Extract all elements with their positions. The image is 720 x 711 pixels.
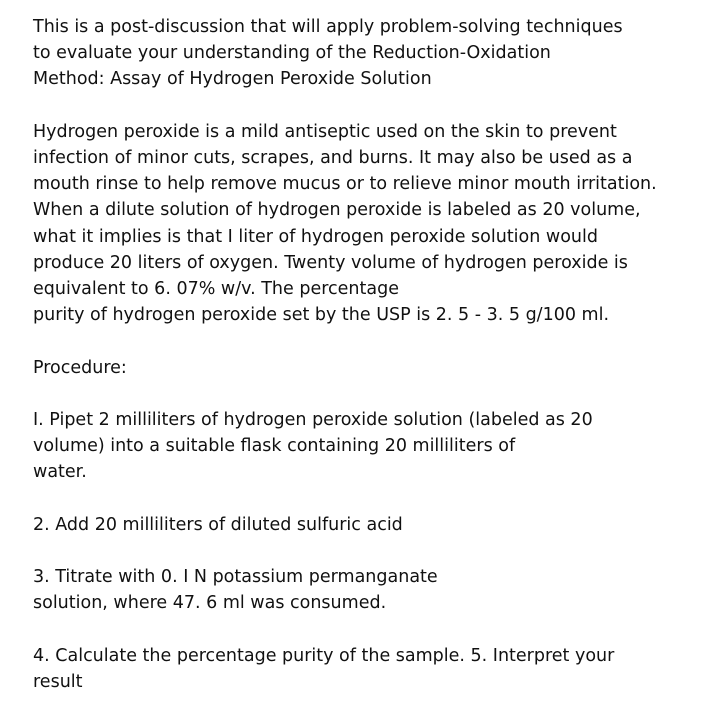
description-line: purity of hydrogen peroxide set by the USP is 2. 5 - 3. 5 g/100 ml. [33,305,610,326]
step-line: solution, where 47. 6 ml was consumed. [33,593,387,614]
step-line: 3. Titrate with 0. I N potassium permanganate [33,567,438,588]
description-line: mouth rinse to help remove mucus or to relieve minor mouth irritation. [33,174,657,195]
description-line: produce 20 liters of oxygen. Twenty volume of hydrogen peroxide is [33,252,628,273]
step-line: 4. Calculate the percentage purity of the sample. 5. Interpret your [33,645,615,666]
description-line: Hydrogen peroxide is a mild antiseptic used on the skin to prevent [33,121,617,142]
procedure-step-2 [33,512,712,538]
description-line: When a dilute solution of hydrogen peroxide is labeled as 20 volume, [33,200,641,221]
procedure-heading [33,355,712,381]
description-line: what it implies is that I liter of hydrogen peroxide solution would [33,226,598,247]
intro-paragraph [33,14,712,93]
procedure-heading-text: Procedure: [33,357,127,378]
step-line: 2. Add 20 milliliters of diluted sulfuric acid [33,514,403,535]
description-line: equivalent to 6. 07% w/v. The percentage [33,279,399,300]
procedure-step-4 [33,643,712,695]
step-line: I. Pipet 2 milliliters of hydrogen peroxide solution (labeled as 20 [33,410,593,430]
intro-line: This is a post-discussion that will apply problem-solving techniques [33,17,623,37]
procedure-step-1 [33,407,712,486]
step-line: water. [33,462,87,483]
intro-line: to evaluate your understanding of the Reduction-Oxidation [33,43,551,64]
procedure-step-3 [33,564,712,616]
intro-line: Method: Assay of Hydrogen Peroxide Solution [33,69,432,90]
description-line: infection of minor cuts, scrapes, and burns. It may also be used as a [33,148,633,168]
step-line: result [33,671,83,692]
step-line: volume) into a suitable flask containing 20 milliliters of [33,436,516,457]
description-paragraph [33,119,712,329]
